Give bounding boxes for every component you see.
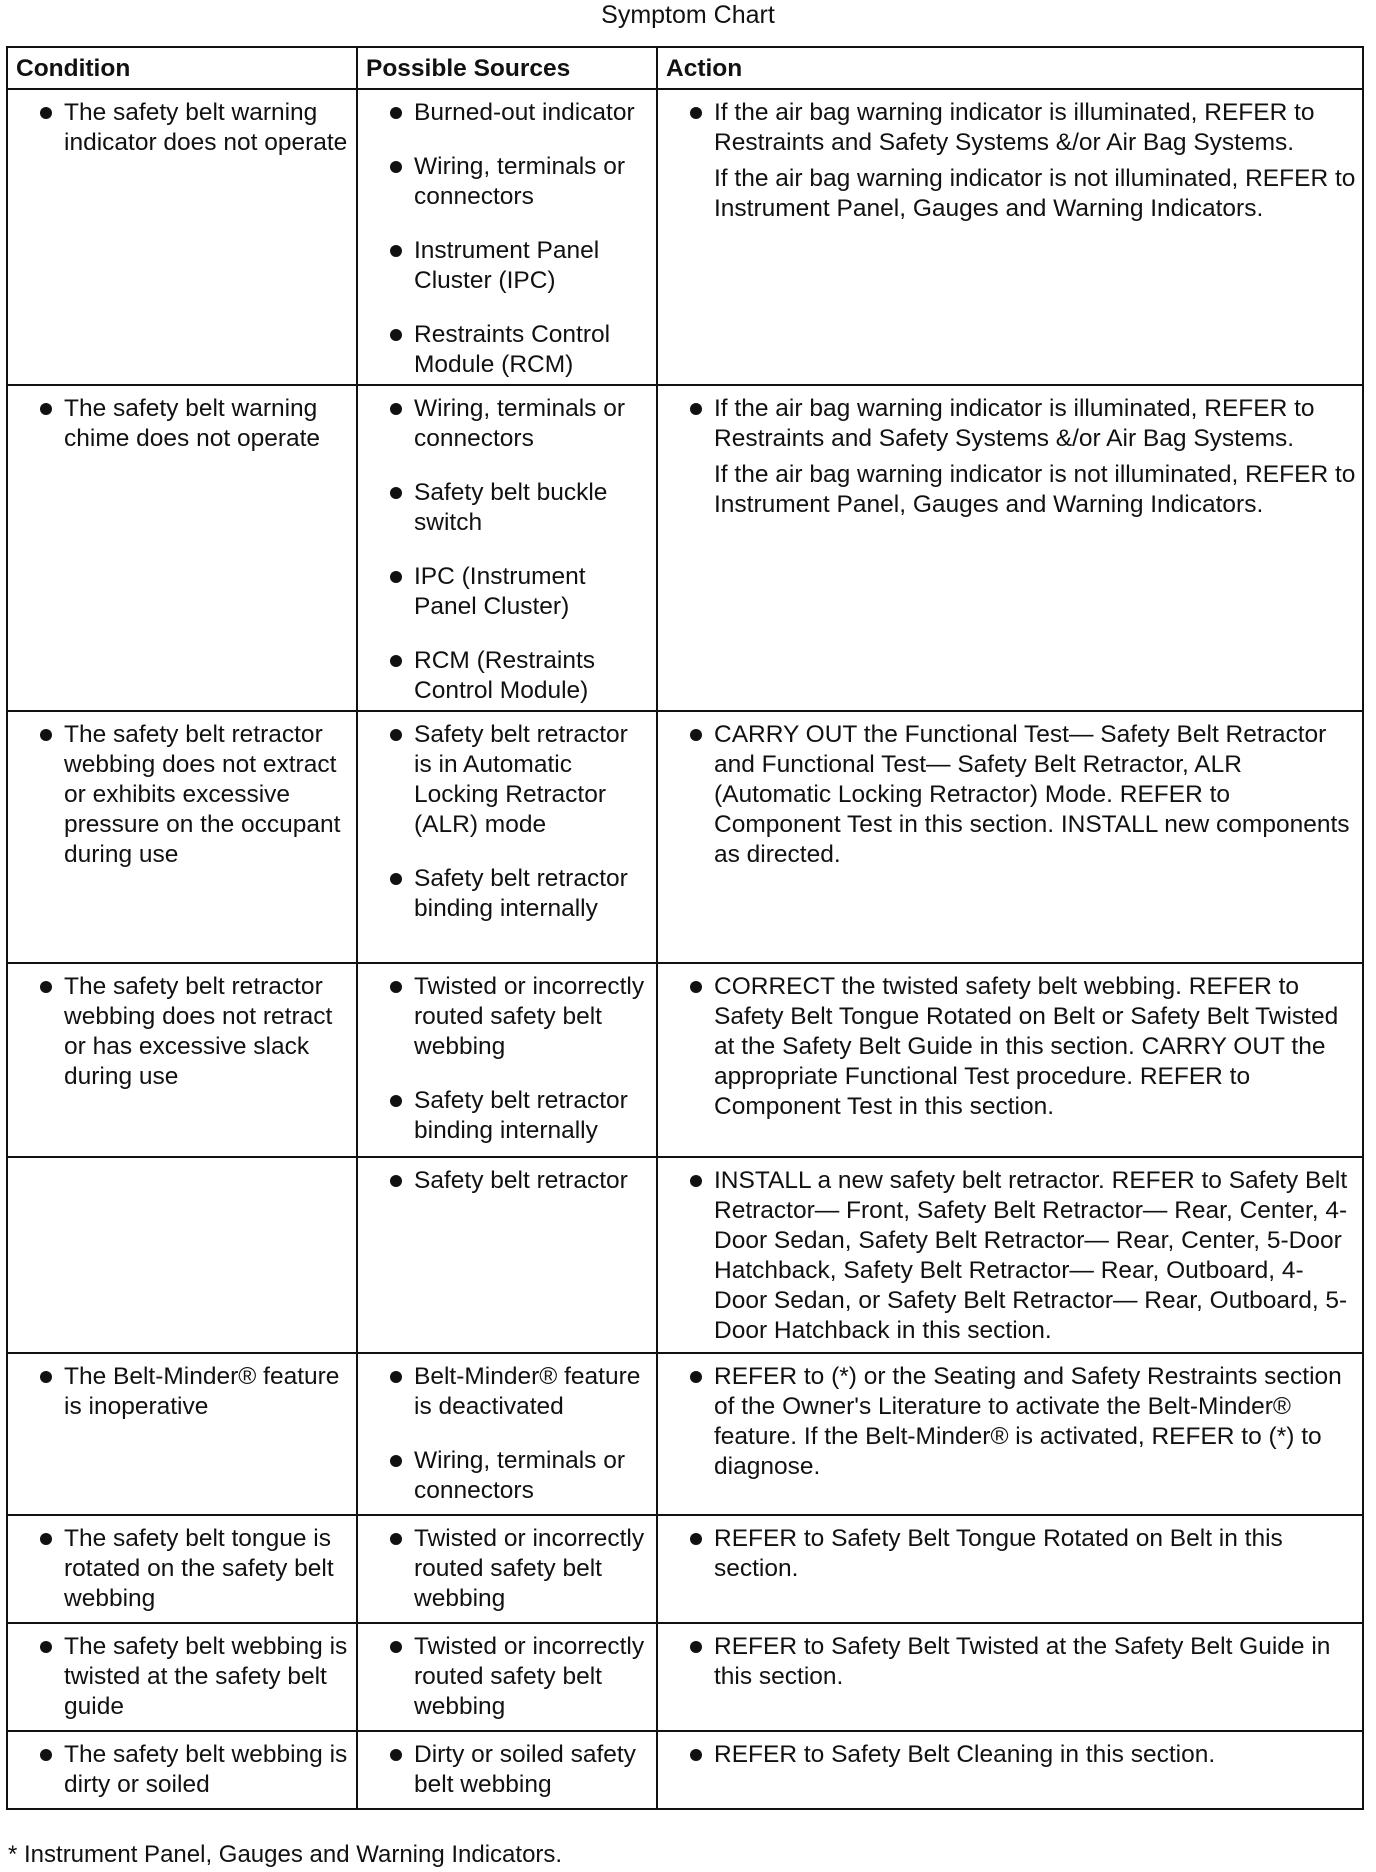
condition-text: The Belt-Minder® feature is inoperative bbox=[14, 1362, 350, 1422]
action-text: INSTALL a new safety belt retractor. REFER to Safety Belt Retractor— Front, Safety Belt Retractor— Rear, Center, 4-Door Sedan, Safety Belt Retractor— Rear, Center, 5-Door Hatchback, Safety Belt Retractor— Rear, Outboard, 4-Door Sedan, or Safety Belt Retractor— Rear, Outboard, 5-Door Hatchback in this section. bbox=[664, 1166, 1356, 1346]
footnote: * Instrument Panel, Gauges and Warning Indicators. bbox=[8, 1841, 563, 1868]
table-row bbox=[7, 1623, 1363, 1731]
table-row bbox=[7, 1515, 1363, 1623]
source-item: Twisted or incorrectly routed safety belt webbing bbox=[364, 1632, 650, 1722]
condition-text: The safety belt warning indicator does not operate bbox=[14, 98, 350, 158]
source-item: Twisted or incorrectly routed safety belt webbing bbox=[364, 1524, 650, 1614]
table-row bbox=[7, 711, 1363, 963]
action-text: CARRY OUT the Functional Test— Safety Belt Retractor and Functional Test— Safety Belt Retractor, ALR (Automatic Locking Retractor) Mode. REFER to Component Test in this section. INSTALL new components as directed. bbox=[664, 720, 1356, 870]
action-note: If the air bag warning indicator is not illuminated, REFER to Instrument Panel, Gauges and Warning Indicators. bbox=[714, 461, 1356, 518]
source-item: Safety belt retractor binding internally bbox=[364, 864, 650, 924]
source-item: Dirty or soiled safety belt webbing bbox=[364, 1740, 650, 1800]
table-row bbox=[7, 963, 1363, 1157]
sources-cell bbox=[357, 711, 657, 963]
table-row bbox=[7, 1353, 1363, 1515]
source-item: Restraints Control Module (RCM) bbox=[364, 320, 650, 380]
action-text: CORRECT the twisted safety belt webbing. REFER to Safety Belt Tongue Rotated on Belt or Safety Belt Twisted at the Safety Belt Guide in this section. CARRY OUT the appropriate Functional Test procedure. REFER to Component Test in this section. bbox=[664, 972, 1356, 1122]
action-cell bbox=[657, 711, 1363, 963]
source-item: Wiring, terminals or connectors bbox=[364, 394, 650, 454]
sources-cell bbox=[357, 1623, 657, 1731]
source-item: Wiring, terminals or connectors bbox=[364, 1446, 650, 1506]
source-item: Instrument Panel Cluster (IPC) bbox=[364, 236, 650, 296]
condition-cell bbox=[7, 1623, 357, 1731]
source-item: Belt-Minder® feature is deactivated bbox=[364, 1362, 650, 1422]
action-note: If the air bag warning indicator is not illuminated, REFER to Instrument Panel, Gauges and Warning Indicators. bbox=[714, 165, 1356, 222]
condition-text: The safety belt tongue is rotated on the safety belt webbing bbox=[14, 1524, 350, 1614]
source-item: Safety belt buckle switch bbox=[364, 478, 650, 538]
condition-text: The safety belt webbing is twisted at the safety belt guide bbox=[14, 1632, 350, 1722]
action-text: REFER to Safety Belt Tongue Rotated on Belt in this section. bbox=[664, 1524, 1356, 1584]
condition-cell bbox=[7, 1515, 357, 1623]
sources-cell bbox=[357, 1731, 657, 1809]
source-item: Burned-out indicator bbox=[364, 98, 650, 128]
table-row bbox=[7, 1731, 1363, 1809]
action-text: REFER to Safety Belt Cleaning in this section. bbox=[664, 1740, 1356, 1770]
action-cell bbox=[657, 1157, 1363, 1353]
action-cell bbox=[657, 1623, 1363, 1731]
sources-cell bbox=[357, 1515, 657, 1623]
sources-cell bbox=[357, 1157, 657, 1353]
action-cell bbox=[657, 1515, 1363, 1623]
condition-cell bbox=[7, 89, 357, 385]
page-title: Symptom Chart bbox=[601, 1, 775, 29]
action-cell bbox=[657, 963, 1363, 1157]
sources-cell bbox=[357, 89, 657, 385]
action-cell bbox=[657, 89, 1363, 385]
column-header-possible-sources: Possible Sources bbox=[357, 47, 657, 89]
action-text: REFER to (*) or the Seating and Safety Restraints section of the Owner's Literature to activate the Belt-Minder® feature. If the Belt-Minder® is activated, REFER to (*) to diagnose. bbox=[664, 1362, 1356, 1482]
sources-cell bbox=[357, 1353, 657, 1515]
condition-cell bbox=[7, 1157, 357, 1353]
source-item: Safety belt retractor binding internally bbox=[364, 1086, 650, 1146]
action-cell bbox=[657, 1731, 1363, 1809]
table-row bbox=[7, 89, 1363, 385]
column-header-condition: Condition bbox=[7, 47, 357, 89]
action-text: If the air bag warning indicator is illuminated, REFER to Restraints and Safety Systems &/or Air Bag Systems. bbox=[714, 395, 1315, 452]
action-text: If the air bag warning indicator is illuminated, REFER to Restraints and Safety Systems &/or Air Bag Systems. bbox=[714, 99, 1315, 156]
sources-cell bbox=[357, 385, 657, 711]
action-cell bbox=[657, 1353, 1363, 1515]
symptom-chart-table bbox=[6, 46, 1364, 1810]
condition-cell bbox=[7, 385, 357, 711]
source-item: Twisted or incorrectly routed safety belt webbing bbox=[364, 972, 650, 1062]
table-row bbox=[7, 1157, 1363, 1353]
source-item: Safety belt retractor bbox=[364, 1166, 650, 1196]
source-item: IPC (Instrument Panel Cluster) bbox=[364, 562, 650, 622]
action-cell bbox=[657, 385, 1363, 711]
action-text: REFER to Safety Belt Twisted at the Safety Belt Guide in this section. bbox=[664, 1632, 1356, 1692]
source-item: Wiring, terminals or connectors bbox=[364, 152, 650, 212]
table-header-row bbox=[7, 47, 1363, 89]
condition-cell bbox=[7, 1353, 357, 1515]
condition-text: The safety belt warning chime does not operate bbox=[14, 394, 350, 454]
condition-cell bbox=[7, 1731, 357, 1809]
sources-cell bbox=[357, 963, 657, 1157]
condition-cell bbox=[7, 711, 357, 963]
source-item: RCM (Restraints Control Module) bbox=[364, 646, 650, 706]
condition-text: The safety belt webbing is dirty or soiled bbox=[14, 1740, 350, 1800]
column-header-action: Action bbox=[657, 47, 1363, 89]
condition-cell bbox=[7, 963, 357, 1157]
source-item: Safety belt retractor is in Automatic Locking Retractor (ALR) mode bbox=[364, 720, 650, 840]
condition-text: The safety belt retractor webbing does not retract or has excessive slack during use bbox=[14, 972, 350, 1092]
condition-text: The safety belt retractor webbing does not extract or exhibits excessive pressure on the occupant during use bbox=[14, 720, 350, 870]
table-row bbox=[7, 385, 1363, 711]
